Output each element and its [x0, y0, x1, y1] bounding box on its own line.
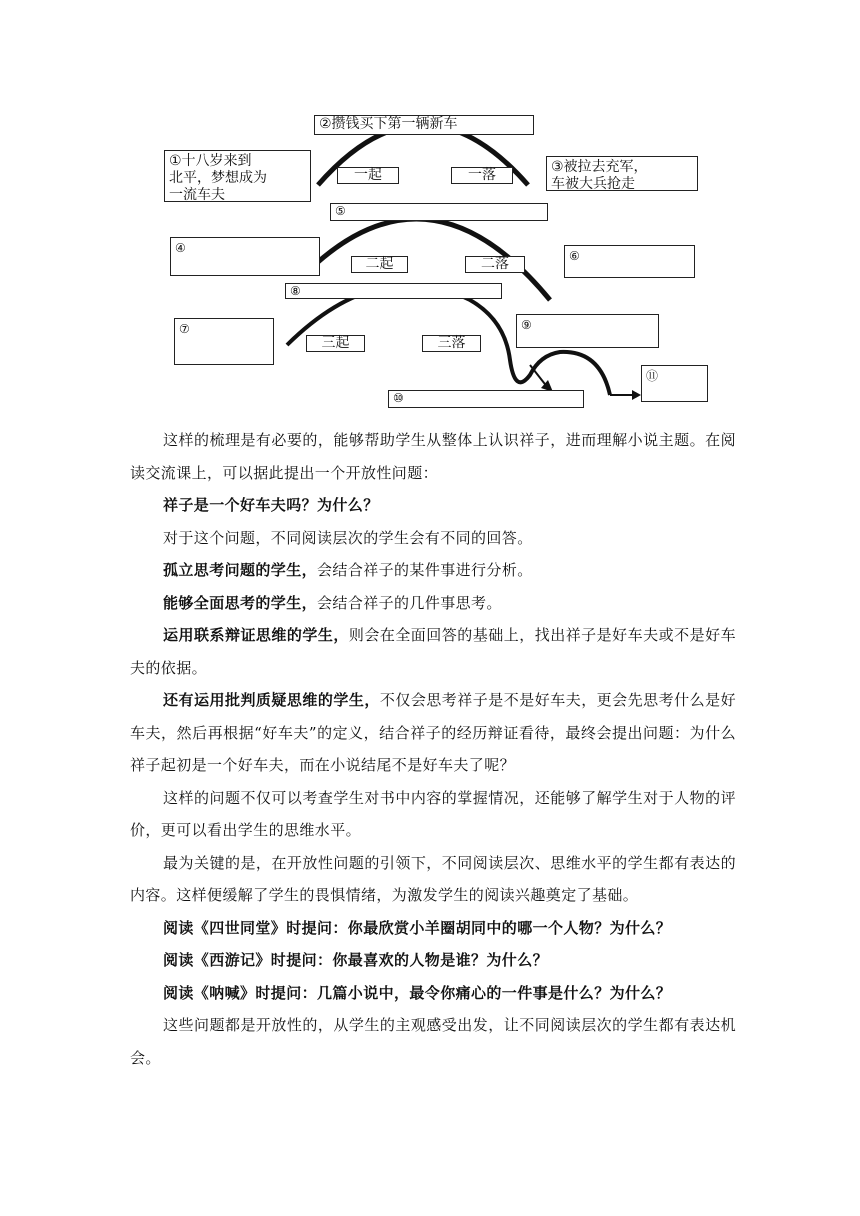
paragraph-5	[130, 619, 736, 684]
question-3: 阅读《西游记》时提问：你最喜欢的人物是谁？为什么？	[163, 951, 549, 969]
paragraph-3-bold: 孤立思考问题的学生，	[163, 561, 318, 579]
paragraph-6-rest: 不仅会思考祥子是不是好车夫，更会先思考什么是好车夫，然后再根据“好车夫”的定义，结合祥子的经历辩证看待，最终会提出问题：为什么祥子起初是一个好车夫，而在小说结尾不是好车夫了呢？	[130, 691, 736, 774]
paragraph-8: 最为关键的是，在开放性问题的引领下，不同阅读层次、思维水平的学生都有表达的内容。这样便缓解了学生的畏惧情绪，为激发学生的阅读兴趣奠定了基础。	[130, 853, 736, 904]
paragraph-3-rest: 会结合祥子的某件事进行分析。	[317, 561, 533, 579]
number-7: ⑦	[179, 322, 190, 336]
event-box-11	[641, 365, 708, 402]
number-4: ④	[175, 241, 186, 255]
paragraph-6	[130, 684, 736, 782]
event-box-10	[388, 390, 584, 408]
question-1: 祥子是一个好车夫吗？为什么？	[163, 496, 379, 514]
number-10: ⑩	[393, 391, 404, 405]
paragraph-4	[130, 587, 736, 620]
event-box-3: ③被拉去充军， 车被大兵抢走	[546, 156, 698, 191]
paragraph-2: 对于这个问题，不同阅读层次的学生会有不同的回答。	[163, 528, 533, 547]
event-box-5	[330, 203, 548, 221]
article-body	[130, 424, 736, 1074]
label-fall-1: 一落	[451, 167, 513, 184]
number-6: ⑥	[569, 249, 580, 263]
paragraph-9: 这些问题都是开放性的，从学生的主观感受出发，让不同阅读层次的学生都有表达机会。	[130, 1016, 736, 1067]
paragraph-7: 这样的问题不仅可以考查学生对书中内容的掌握情况，还能够了解学生对于人物的评价，更可以看出学生的思维水平。	[130, 788, 736, 839]
paragraph-5-rest: 则会在全面回答的基础上，找出祥子是好车夫或不是好车夫的依据。	[130, 626, 736, 677]
label-rise-2: 二起	[351, 256, 408, 273]
label-fall-2: 二落	[465, 256, 525, 273]
event-box-7	[174, 318, 274, 365]
number-9: ⑨	[521, 318, 532, 332]
question-4: 阅读《呐喊》时提问：几篇小说中，最令你痛心的一件事是什么？为什么？	[163, 983, 672, 1002]
number-5: ⑤	[335, 204, 346, 218]
event-box-1: ①十八岁来到 北平，梦想成为 一流车夫	[164, 150, 311, 202]
label-fall-3: 三落	[422, 335, 481, 352]
event-box-4	[170, 237, 320, 276]
event-box-9	[516, 314, 659, 348]
paragraph-4-bold: 能够全面思考的学生，	[163, 593, 318, 612]
paragraph-3	[130, 554, 736, 587]
event-box-6	[564, 245, 695, 278]
number-8: ⑧	[290, 284, 301, 298]
plot-diagram	[0, 0, 860, 420]
paragraph-6-bold: 还有运用批判质疑思维的学生，	[163, 691, 380, 709]
arrow-head-eleven	[632, 390, 641, 400]
label-rise-3: 三起	[306, 335, 365, 352]
event-box-8	[285, 283, 502, 299]
paragraph-1: 这样的梳理是有必要的，能够帮助学生从整体上认识祥子，进而理解小说主题。在阅读交流课上，可以据此提出一个开放性问题：	[130, 431, 736, 482]
question-2: 阅读《四世同堂》时提问：你最欣赏小羊圈胡同中的哪一个人物？为什么？	[163, 918, 672, 937]
label-rise-1: 一起	[337, 167, 399, 184]
paragraph-4-rest: 会结合祥子的几件事思考。	[317, 593, 502, 612]
number-11: ⑪	[646, 369, 659, 383]
paragraph-5-bold: 运用联系辩证思维的学生，	[163, 626, 349, 644]
event-box-2: ②攒钱买下第一辆新车	[314, 115, 534, 135]
